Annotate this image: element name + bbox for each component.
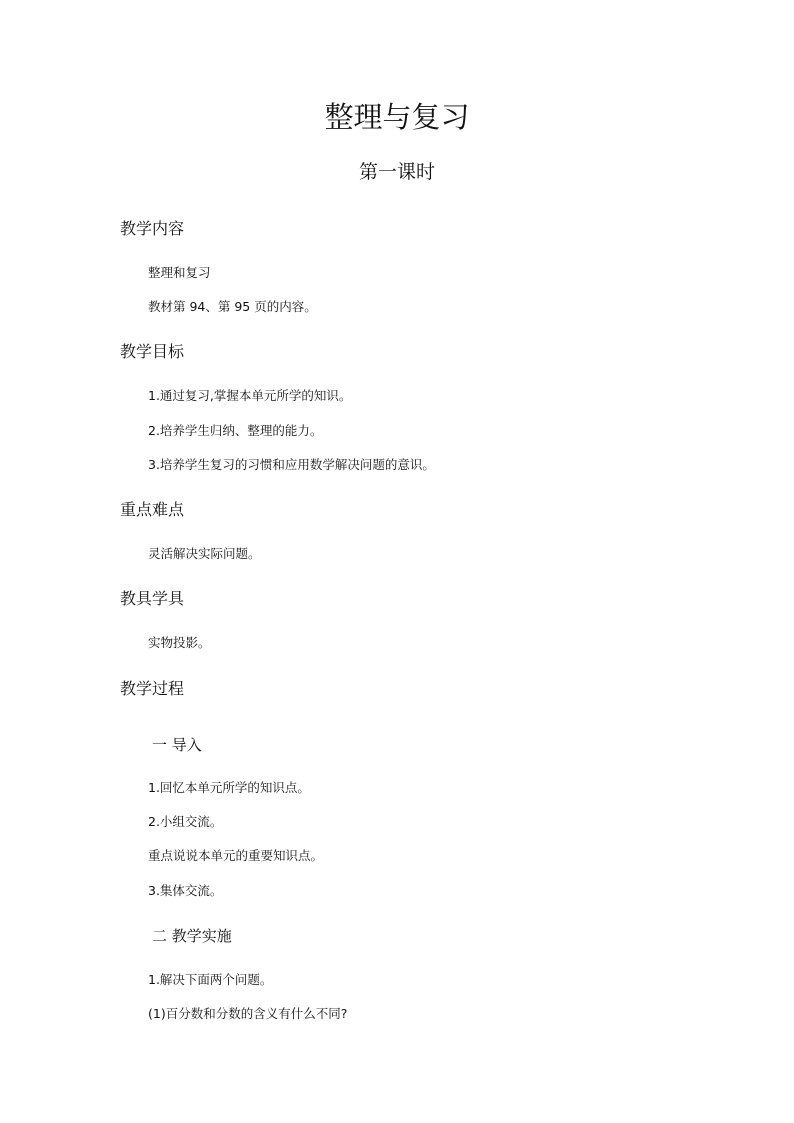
section-heading-objectives: 教学目标 <box>120 342 185 361</box>
intro-line-1: 1.回忆本单元所学的知识点。 <box>148 780 310 795</box>
content-line-2: 教材第 94、第 95 页的内容。 <box>148 299 317 314</box>
subsection-heading-intro: 一 导入 <box>152 736 202 754</box>
objective-line-1: 1.通过复习,掌握本单元所学的知识。 <box>148 388 352 403</box>
tools-line-1: 实物投影。 <box>148 635 211 650</box>
implementation-line-1: 1.解决下面两个问题。 <box>148 972 273 987</box>
section-heading-process: 教学过程 <box>120 679 185 698</box>
section-heading-key-points: 重点难点 <box>120 500 185 519</box>
content-line-1: 整理和复习 <box>148 265 211 280</box>
section-heading-content: 教学内容 <box>120 219 185 238</box>
intro-line-4: 3.集体交流。 <box>148 883 223 898</box>
intro-line-2: 2.小组交流。 <box>148 814 223 829</box>
implementation-line-2: (1)百分数和分数的含义有什么不同? <box>148 1006 348 1021</box>
page-title: 整理与复习 <box>324 100 470 134</box>
objective-line-3: 3.培养学生复习的习惯和应用数学解决问题的意识。 <box>148 457 435 472</box>
section-heading-tools: 教具学具 <box>120 589 185 608</box>
page-subtitle: 第一课时 <box>358 161 435 183</box>
key-points-line-1: 灵活解决实际问题。 <box>148 546 261 561</box>
intro-line-3: 重点说说本单元的重要知识点。 <box>148 848 324 863</box>
objective-line-2: 2.培养学生归纳、整理的能力。 <box>148 423 323 438</box>
subsection-heading-implementation: 二 教学实施 <box>152 927 232 945</box>
